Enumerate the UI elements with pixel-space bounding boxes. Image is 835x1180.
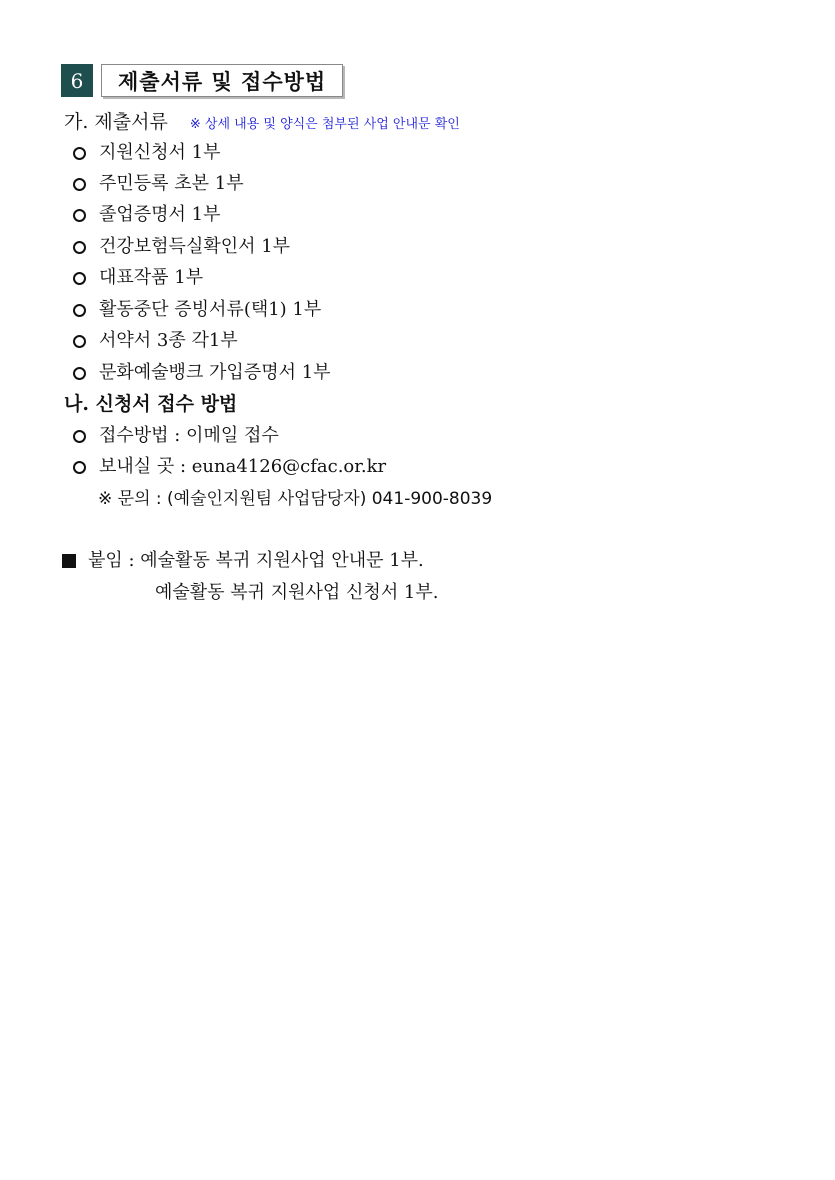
list-item-text: 접수방법 : 이메일 접수 bbox=[99, 425, 279, 446]
section-title: 제출서류 및 접수방법 bbox=[101, 64, 343, 97]
attachment-text: 붙임 : 예술활동 복귀 지원사업 안내문 1부. bbox=[88, 550, 424, 571]
contact-info: ※ 문의 : (예술인지원팀 사업담당자) 041-900-8039 bbox=[98, 489, 493, 509]
list-item-text: 문화예술뱅크 가입증명서 1부 bbox=[99, 362, 331, 383]
part-a-heading: 가. 제출서류 bbox=[64, 111, 168, 133]
list-item bbox=[73, 329, 238, 353]
square-bullet-icon bbox=[62, 554, 76, 568]
section-number: 6 bbox=[61, 64, 93, 97]
list-item bbox=[73, 141, 221, 165]
circle-bullet-icon bbox=[73, 304, 86, 317]
list-item-text: 지원신청서 1부 bbox=[99, 142, 221, 163]
circle-bullet-icon bbox=[73, 241, 86, 254]
circle-bullet-icon bbox=[73, 430, 86, 443]
circle-bullet-icon bbox=[73, 209, 86, 222]
list-item bbox=[73, 298, 321, 322]
part-a-heading-row bbox=[64, 110, 460, 137]
list-item bbox=[73, 235, 290, 259]
list-item-text: 졸업증명서 1부 bbox=[99, 204, 221, 225]
list-item-text: 서약서 3종 각1부 bbox=[99, 330, 238, 351]
list-item bbox=[73, 203, 221, 227]
attachment-line bbox=[62, 549, 424, 573]
circle-bullet-icon bbox=[73, 367, 86, 380]
circle-bullet-icon bbox=[73, 147, 86, 160]
circle-bullet-icon bbox=[73, 461, 86, 474]
part-b-heading: 나. 신청서 접수 방법 bbox=[64, 393, 238, 415]
list-item bbox=[73, 424, 279, 448]
attachment-line-2: 예술활동 복귀 지원사업 신청서 1부. bbox=[155, 582, 439, 603]
list-item-text: 대표작품 1부 bbox=[99, 267, 204, 288]
list-item bbox=[73, 266, 203, 290]
circle-bullet-icon bbox=[73, 178, 86, 191]
circle-bullet-icon bbox=[73, 272, 86, 285]
list-item bbox=[73, 361, 331, 385]
circle-bullet-icon bbox=[73, 335, 86, 348]
part-a-note: ※ 상세 내용 및 양식은 첨부된 사업 안내문 확인 bbox=[189, 117, 460, 132]
section-header bbox=[61, 64, 343, 97]
list-item-text: 보내실 곳 : euna4126@cfac.or.kr bbox=[99, 456, 387, 477]
list-item bbox=[73, 172, 244, 196]
list-item bbox=[73, 455, 386, 479]
list-item-text: 건강보험득실확인서 1부 bbox=[99, 236, 291, 257]
list-item-text: 활동중단 증빙서류(택1) 1부 bbox=[99, 299, 322, 320]
list-item-text: 주민등록 초본 1부 bbox=[99, 173, 244, 194]
